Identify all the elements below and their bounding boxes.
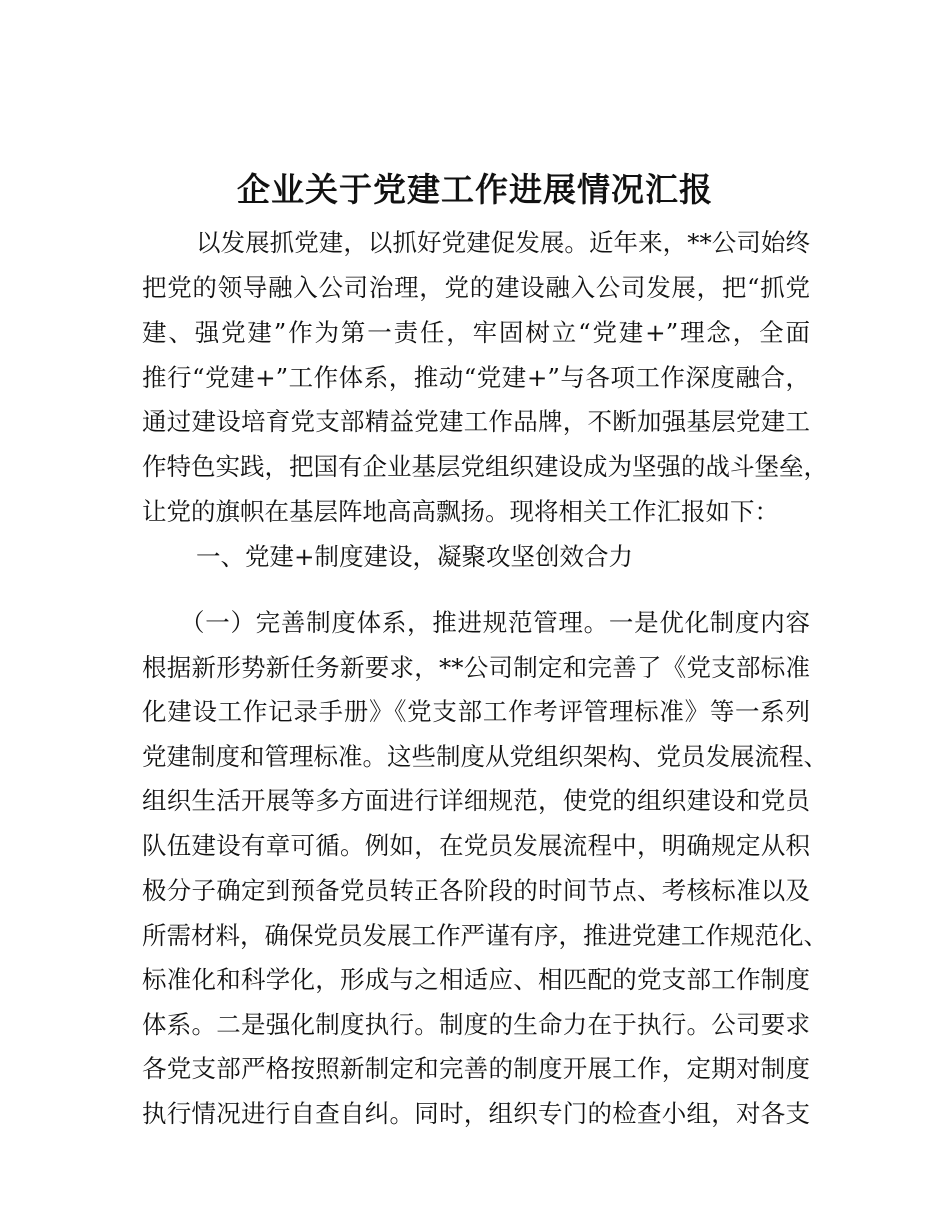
text-line: 所需材料，确保党员发展工作严谨有序，推进党建工作规范化、 — [142, 921, 828, 950]
text-line: 标准化和科学化，形成与之相适应、相匹配的党支部工作制度 — [142, 965, 810, 994]
text-line: 通过建设培育党支部精益党建工作品牌，不断加强基层党建工 — [142, 407, 810, 436]
text-line: 各党支部严格按照新制定和完善的制度开展工作，定期对制度 — [142, 1054, 810, 1083]
text-line: 执行情况进行自查自纠。同时，组织专门的检查小组，对各支 — [142, 1099, 810, 1128]
text-line: 党建制度和管理标准。这些制度从党组织架构、党员发展流程、 — [142, 742, 828, 771]
document-title: 企业关于党建工作进展情况汇报 — [237, 170, 713, 209]
text-line: 作特色实践，把国有企业基层党组织建设成为坚强的战斗堡垒， — [142, 452, 828, 481]
text-line: 化建设工作记录手册》《党支部工作考评管理标准》等一系列 — [142, 697, 810, 726]
text-line: 根据新形势新任务新要求，**公司制定和完善了《党支部标准 — [142, 653, 810, 682]
text-line: 把党的领导融入公司治理，党的建设融入公司发展，把“抓党 — [142, 273, 810, 302]
text-line: 推行“党建+”工作体系，推动“党建+”与各项工作深度融合， — [142, 363, 810, 392]
text-line: 以发展抓党建，以抓好党建促发展。近年来，**公司始终 — [196, 228, 810, 257]
text-line: 队伍建设有章可循。例如，在党员发展流程中，明确规定从积 — [142, 831, 810, 860]
text-line: 组织生活开展等多方面进行详细规范，使党的组织建设和党员 — [142, 786, 810, 815]
section-heading: 一、党建+制度建设，凝聚攻坚创效合力 — [196, 542, 634, 571]
text-line: 让党的旗帜在基层阵地高高飘扬。现将相关工作汇报如下： — [142, 497, 779, 526]
text-line: （一）完善制度体系，推进规范管理。一是优化制度内容 — [180, 608, 810, 637]
text-line: 体系。二是强化制度执行。制度的生命力在于执行。公司要求 — [142, 1010, 810, 1039]
text-line: 极分子确定到预备党员转正各阶段的时间节点、考核标准以及 — [142, 876, 810, 905]
text-line: 建、强党建”作为第一责任，牢固树立“党建+”理念，全面 — [142, 318, 810, 347]
